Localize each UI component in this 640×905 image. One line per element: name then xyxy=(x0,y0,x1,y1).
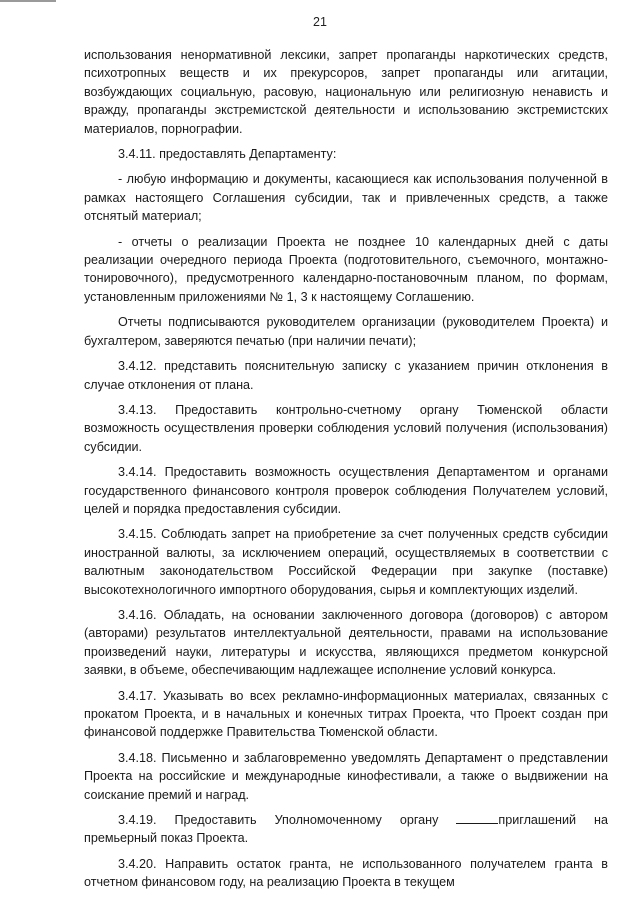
clause-3-4-13: 3.4.13. Предоставить контрольно-счетному органу Тюменской области возможность осуществления проверки соблюдения условий получения (использования) субсидии. xyxy=(84,402,608,454)
clause-3-4-14: 3.4.14. Предоставить возможность осуществления Департаментом и органами государственного финансового контроля проверок соблюдения Получателем условий, целей и порядка предоставления субсидии. xyxy=(84,465,608,516)
document-body xyxy=(84,46,608,899)
paragraph-continuation: использования ненормативной лексики, запрет пропаганды наркотических средств, психотропных веществ и их прекурсоров, запрет пропаганды или агитации, возбуждающих социальную, расовую, национальную или религиозную ненависть и вражду, пропаганды экстремистской деятельности и использованию экстремистских материалов, порнографии. xyxy=(84,48,608,136)
clause-3-4-19 xyxy=(84,811,608,848)
list-item-information: - любую информацию и документы, касающиеся как использования полученной в рамках настоящего Соглашения субсидии, так и привлеченных средств, а также отснятый материал; xyxy=(84,172,608,224)
clause-3-4-19-end: приглашений на премьерный показ Проекта. xyxy=(84,813,608,846)
fill-in-blank xyxy=(456,811,498,824)
reports-signing-note: Отчеты подписываются руководителем организации (руководителем Проекта) и бухгалтером, заверяются печатью (при наличии печати); xyxy=(84,315,608,348)
clause-3-4-15: 3.4.15. Соблюдать запрет на приобретение за счет полученных средств субсидии иностранной валюты, за исключением операций, осуществляемых в соответствии с валютным законодательством Российской Федерации при закупке (поставке) высокотехнологичного импортного оборудования, сырья и комплектующих изделий. xyxy=(84,527,608,597)
clause-3-4-17: 3.4.17. Указывать во всех рекламно-информационных материалах, связанных с прокатом Проекта, и в начальных и конечных титрах Проекта, что Проект создан при финансовой поддержке Правительства Тюменской области. xyxy=(84,688,608,740)
clause-3-4-11: 3.4.11. предоставлять Департаменту: xyxy=(118,147,337,162)
clause-3-4-12: 3.4.12. представить пояснительную записку с указанием причин отклонения в случае отклонения от плана. xyxy=(84,359,608,392)
clause-3-4-16: 3.4.16. Обладать, на основании заключенного договора (договоров) с автором (авторами) результатов интеллектуальной деятельности, правами на использование произведений науки, литературы и искусства, являющихся предметом конкурсной заявки, в объеме, обеспечивающим надлежащее исполнение условий конкурса. xyxy=(84,607,608,678)
top-margin-rule xyxy=(0,0,56,2)
clause-3-4-20: 3.4.20. Направить остаток гранта, не использованного получателем гранта в отчетном финансовом году, на реализацию Проекта в текущем xyxy=(84,856,608,890)
page-number: 21 xyxy=(313,15,327,29)
clause-3-4-18: 3.4.18. Письменно и заблаговременно уведомлять Департамент о представлении Проекта на российские и международные кинофестивали, а также о выдвижении на соискание премий и наград. xyxy=(84,750,608,802)
clause-3-4-19-start: 3.4.19. Предоставить Уполномоченному органу xyxy=(118,813,439,828)
list-item-reports: - отчеты о реализации Проекта не позднее 10 календарных дней с даты реализации очередного периода Проекта (подготовительного, съемочного, монтажно-тонировочного), предусмотренного календарно-постановочным планом, по формам, установленным приложениями № 1, 3 к настоящему Соглашению. xyxy=(84,234,608,304)
